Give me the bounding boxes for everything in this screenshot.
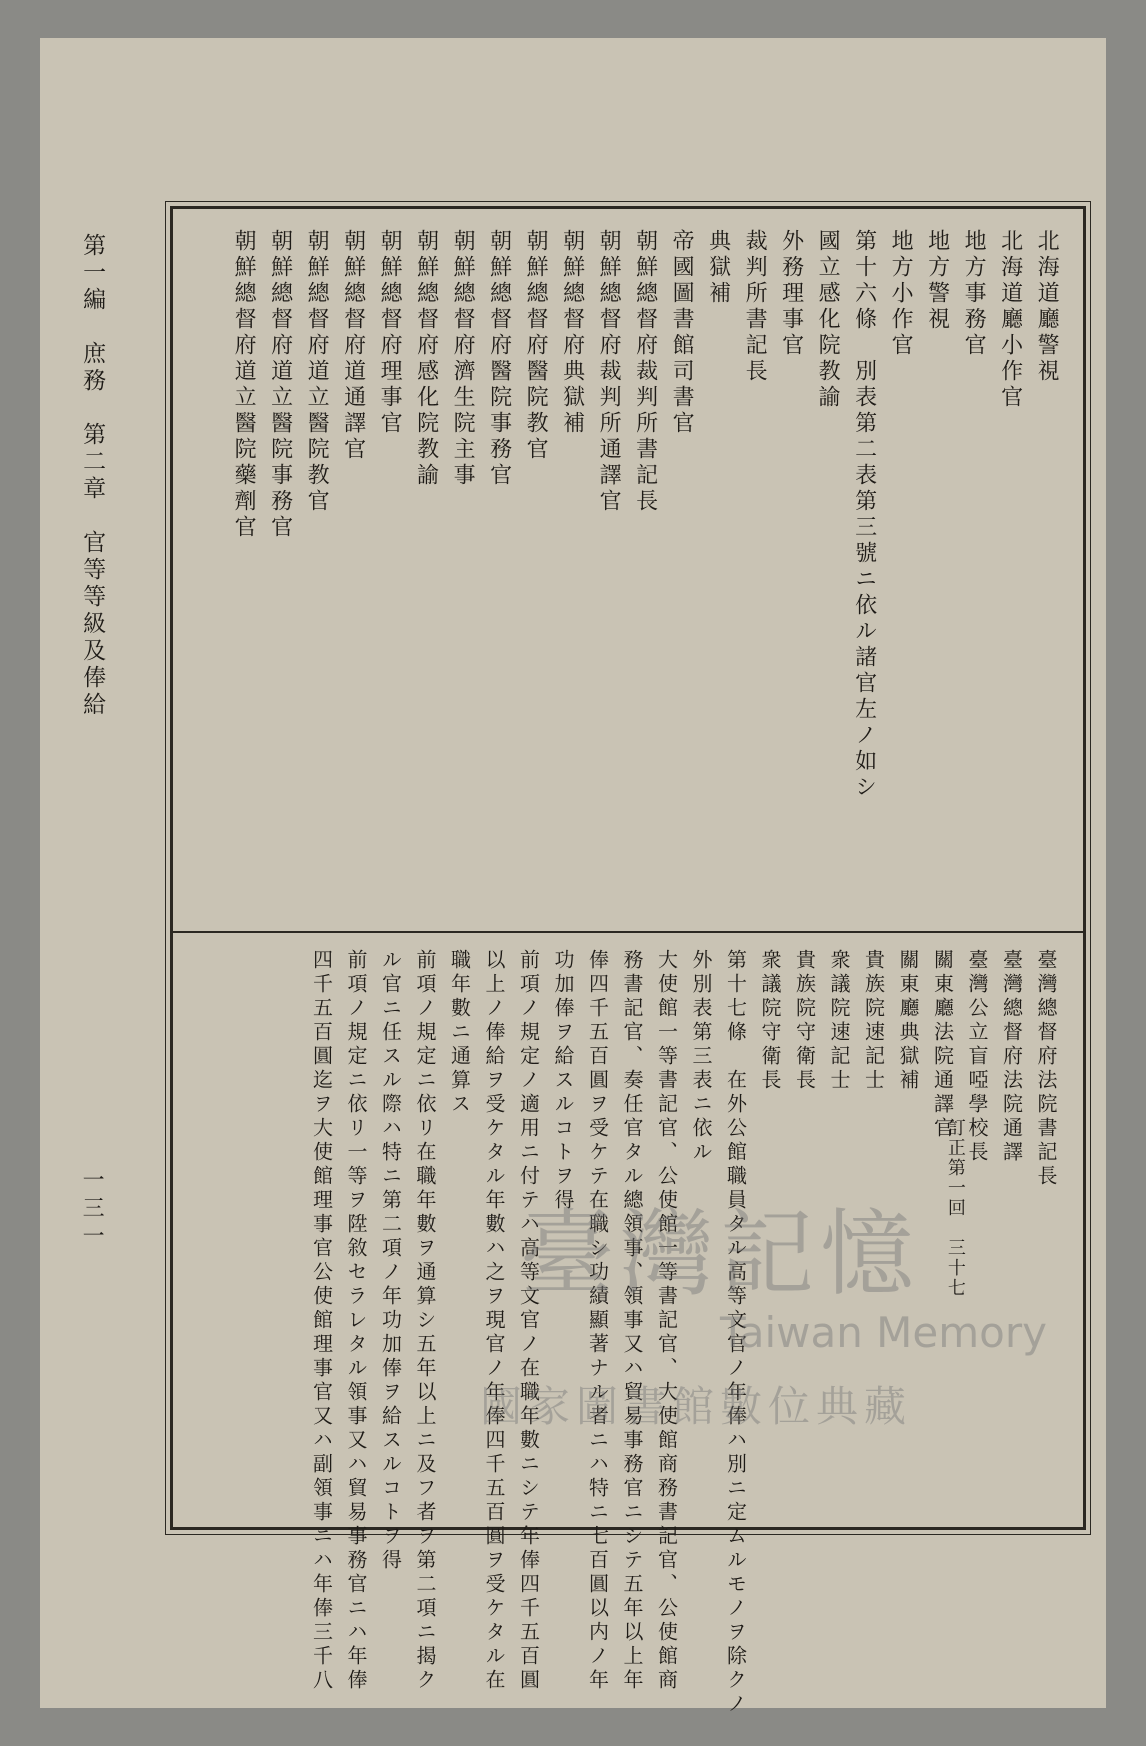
upper_section-line: 朝鮮總督府理事官 xyxy=(377,229,403,437)
lower_section-line: 前項ノ規定ニ依リ一等ヲ陞敘セラレタル領事又ハ貿易事務官ニハ年俸 xyxy=(344,949,368,1693)
page-number: 一三一 xyxy=(79,1168,105,1252)
upper_section-line: 朝鮮總督府裁判所通譯官 xyxy=(596,229,622,515)
lower_section-line: 功加俸ヲ給スルコトヲ得 xyxy=(551,949,575,1213)
upper_section-line: 外務理事官 xyxy=(778,229,804,359)
upper_section-line: 朝鮮總督府道立醫院藥劑官 xyxy=(231,229,257,541)
lower_section-line: 衆議院守衛長 xyxy=(758,949,782,1093)
lower_section-line: 臺灣總督府法院通譯 xyxy=(999,949,1024,1165)
lower_section-line: 以上ノ俸給ヲ受ケタル年數ハ之ヲ現官ノ年俸四千五百圓ヲ受ケタル在 xyxy=(482,949,506,1693)
lower_section-line: 前項ノ規定ニ依リ在職年數ヲ通算シ五年以上ニ及フ者ヲ第二項ニ揭ク xyxy=(413,949,437,1693)
upper_section-line: 地方警視 xyxy=(924,229,950,333)
lower_section-line: 關東廳典獄補 xyxy=(896,949,920,1093)
watermark-sub: 國家圖書館數位典藏 xyxy=(480,1382,913,1431)
watermark-chinese: 臺灣記憶 xyxy=(520,1200,921,1309)
scanned-page xyxy=(40,38,1106,1717)
upper_section-line: 朝鮮總督府裁判所書記長 xyxy=(632,229,658,515)
lower_section-line: 關東廳法院通譯官 xyxy=(930,949,955,1141)
upper_section-line: 第十六條 別表第二表第三號ニ依ル諸官左ノ如シ xyxy=(851,229,877,801)
upper_section-line: 朝鮮總督府道立醫院教官 xyxy=(304,229,330,515)
lower_section-line: 四千五百圓迄ヲ大使館理事官公使館理事官又ハ副領事ニハ年俸三千八 xyxy=(309,949,334,1693)
running-head: 第一編 庶務 第二章 官等等級及俸給 xyxy=(79,233,106,719)
upper_section-line: 裁判所書記長 xyxy=(742,229,768,385)
lower_section-line: 臺灣總督府法院書記長 xyxy=(1034,949,1058,1189)
watermark-english: Taiwan Memory xyxy=(720,1308,1047,1357)
lower_section-line: 臺灣公立盲啞學校長 xyxy=(965,949,989,1165)
upper_section-line: 地方事務官 xyxy=(961,229,987,359)
lower_section-line: 貴族院守衛長 xyxy=(792,949,817,1093)
lower_section-line: 衆議院速記士 xyxy=(827,949,851,1093)
lower_section-line: 第十七條 在外公館職員タル高等文官ノ年俸ハ別ニ定ムルモノヲ除クノ xyxy=(723,949,748,1717)
upper_section-line: 典獄補 xyxy=(705,229,731,307)
lower_section-line: 俸四千五百圓ヲ受ケテ在職シ功績顯著ナル者ニハ特ニ七百圓以内ノ年 xyxy=(585,949,610,1693)
upper_section-line: 帝國圖書館司書官 xyxy=(669,229,695,437)
lower_section-line: 前項ノ規定ノ適用ニ付テハ高等文官ノ在職年數ニシテ年俸四千五百圓 xyxy=(516,949,541,1693)
lower_section-line: 貴族院速記士 xyxy=(861,949,886,1093)
lower_section-line: 大使館一等書記官、公使館一等書記官、大使館商務書記官、公使館商 xyxy=(654,949,679,1693)
lower_section-line: 務書記官、奏任官タル總領事、領事又ハ貿易事務官ニシテ五年以上年 xyxy=(620,949,644,1693)
upper_section-line: 朝鮮總督府道通譯官 xyxy=(340,229,366,463)
upper_section-line: 朝鮮總督府醫院事務官 xyxy=(486,229,512,489)
upper_section-line: 北海道廳警視 xyxy=(1034,229,1060,385)
lower_section-line: 職年數ニ通算ス xyxy=(447,949,472,1117)
upper_section-line: 朝鮮總督府感化院教諭 xyxy=(413,229,439,489)
revision-marker: 訂正第一回 xyxy=(944,1118,966,1218)
upper_section-line: 朝鮮總督府典獄補 xyxy=(559,229,585,437)
upper_section-line: 地方小作官 xyxy=(888,229,914,359)
upper_section-line: 國立感化院教諭 xyxy=(815,229,841,411)
section-divider xyxy=(173,931,1083,933)
lower_section-line: ル官ニ任スル際ハ特ニ第二項ノ年功加俸ヲ給スルコトヲ得 xyxy=(378,949,403,1573)
upper_section-line: 朝鮮總督府醫院教官 xyxy=(523,229,549,463)
page-marker: 三十七 xyxy=(944,1238,966,1298)
lower_section-line: 外別表第三表ニ依ル xyxy=(689,949,713,1165)
upper_section-line: 朝鮮總督府濟生院主事 xyxy=(450,229,476,489)
upper_section-line: 北海道廳小作官 xyxy=(997,229,1023,411)
upper_section-line: 朝鮮總督府道立醫院事務官 xyxy=(267,229,293,541)
